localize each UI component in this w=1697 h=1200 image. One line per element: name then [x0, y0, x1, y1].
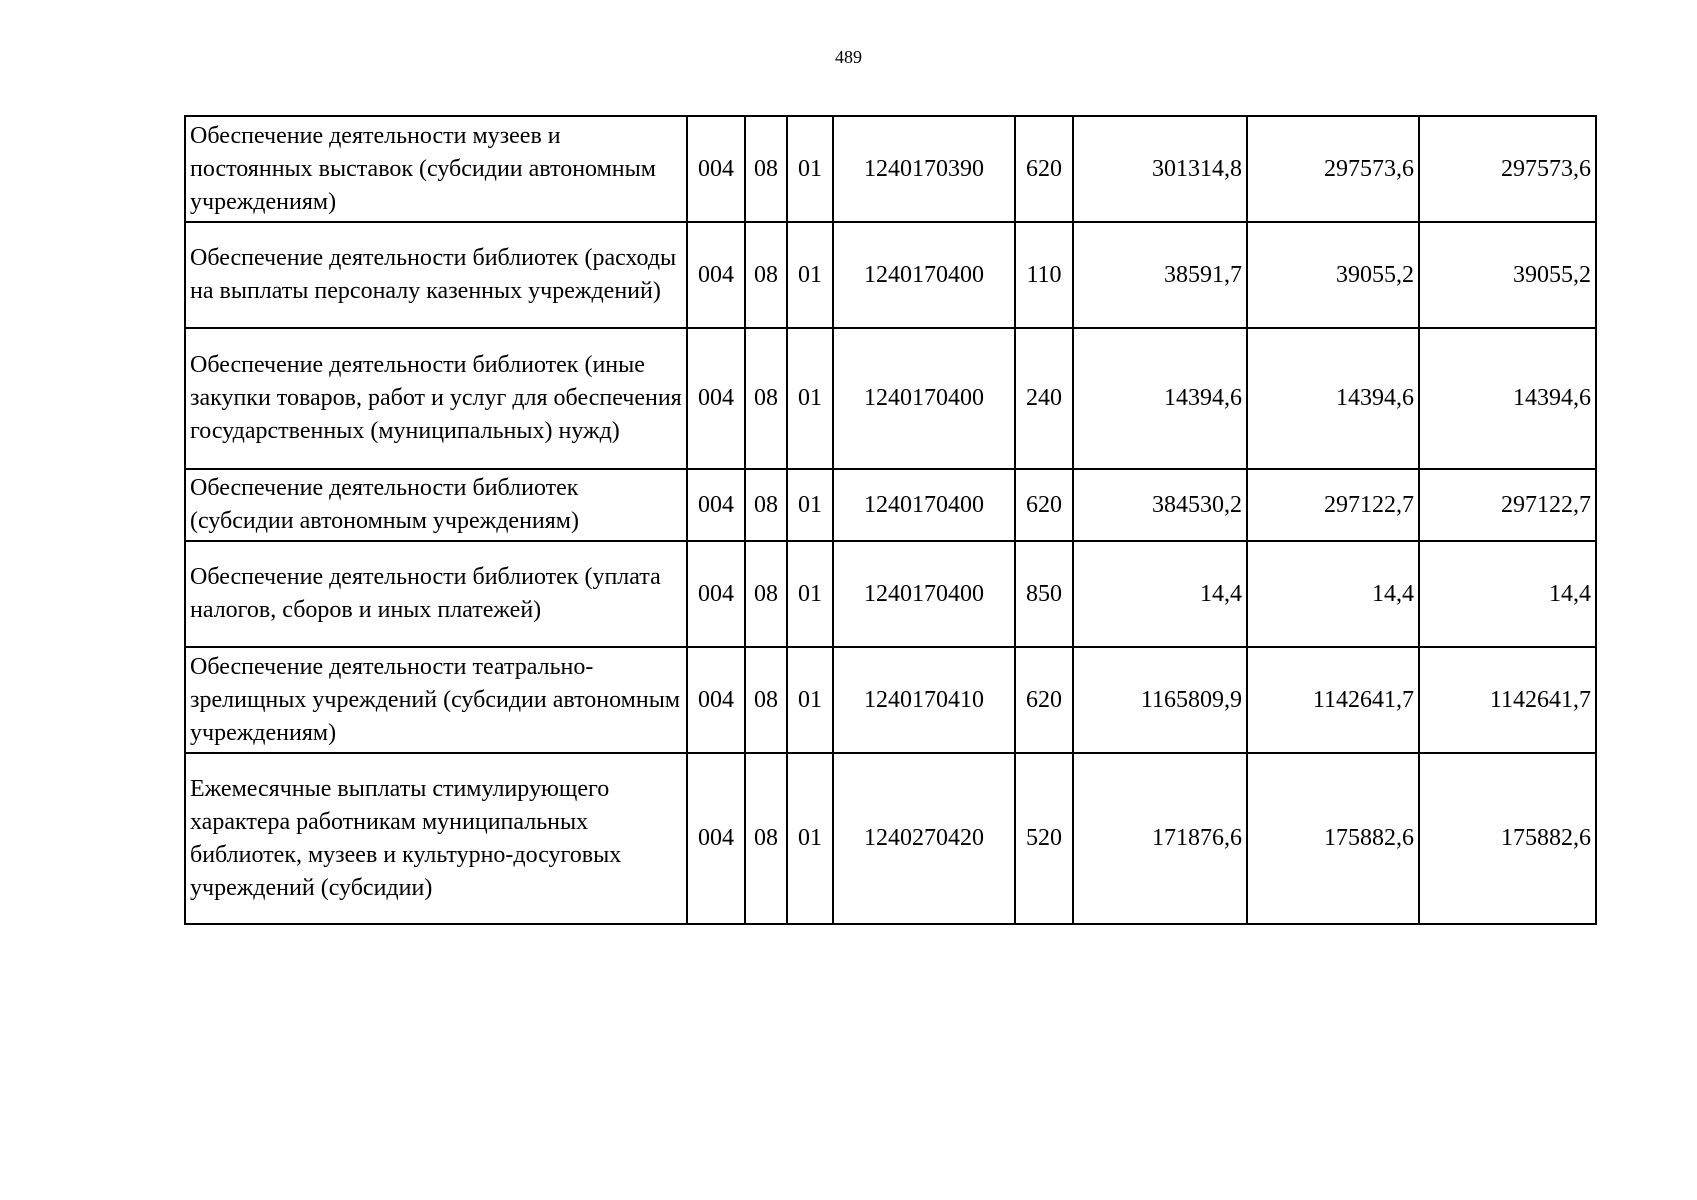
expense-type-code: 110	[1015, 222, 1073, 328]
amount-year-3: 39055,2	[1419, 222, 1596, 328]
row-description: Обеспечение деятельности музеев и постоянных выставок (субсидии автономным учреждениям)	[185, 116, 687, 222]
ministry-code: 004	[687, 541, 745, 647]
amount-year-2: 297122,7	[1247, 469, 1419, 541]
subsection-code: 01	[787, 328, 833, 469]
table-row	[185, 469, 1596, 541]
amount-year-3: 14,4	[1419, 541, 1596, 647]
ministry-code: 004	[687, 753, 745, 924]
row-description: Обеспечение деятельности библиотек (расходы на выплаты персоналу казенных учреждений)	[185, 222, 687, 328]
expense-type-code: 850	[1015, 541, 1073, 647]
amount-year-1: 1165809,9	[1073, 647, 1247, 753]
subsection-code: 01	[787, 116, 833, 222]
amount-year-1: 171876,6	[1073, 753, 1247, 924]
table-row	[185, 328, 1596, 469]
amount-year-2: 1142641,7	[1247, 647, 1419, 753]
budget-table	[184, 115, 1597, 925]
section-code: 08	[745, 328, 787, 469]
amount-year-3: 297122,7	[1419, 469, 1596, 541]
amount-year-1: 384530,2	[1073, 469, 1247, 541]
table-row	[185, 647, 1596, 753]
target-article-code: 1240170390	[833, 116, 1015, 222]
row-description: Обеспечение деятельности театрально-зрелищных учреждений (субсидии автономным учреждениям)	[185, 647, 687, 753]
amount-year-2: 39055,2	[1247, 222, 1419, 328]
target-article-code: 1240270420	[833, 753, 1015, 924]
section-code: 08	[745, 469, 787, 541]
ministry-code: 004	[687, 328, 745, 469]
target-article-code: 1240170410	[833, 647, 1015, 753]
target-article-code: 1240170400	[833, 541, 1015, 647]
table-row	[185, 116, 1596, 222]
amount-year-2: 297573,6	[1247, 116, 1419, 222]
page-number: 489	[835, 47, 862, 67]
target-article-code: 1240170400	[833, 328, 1015, 469]
subsection-code: 01	[787, 222, 833, 328]
ministry-code: 004	[687, 116, 745, 222]
row-description: Обеспечение деятельности библиотек (уплата налогов, сборов и иных платежей)	[185, 541, 687, 647]
section-code: 08	[745, 753, 787, 924]
ministry-code: 004	[687, 222, 745, 328]
amount-year-3: 1142641,7	[1419, 647, 1596, 753]
row-description: Ежемесячные выплаты стимулирующего характера работникам муниципальных библиотек, музеев и культурно-досуговых учреждений (субсидии)	[185, 753, 687, 924]
expense-type-code: 520	[1015, 753, 1073, 924]
amount-year-1: 14394,6	[1073, 328, 1247, 469]
amount-year-2: 14394,6	[1247, 328, 1419, 469]
amount-year-1: 301314,8	[1073, 116, 1247, 222]
row-description: Обеспечение деятельности библиотек (субсидии автономным учреждениям)	[185, 469, 687, 541]
ministry-code: 004	[687, 469, 745, 541]
subsection-code: 01	[787, 647, 833, 753]
amount-year-3: 14394,6	[1419, 328, 1596, 469]
expense-type-code: 620	[1015, 116, 1073, 222]
target-article-code: 1240170400	[833, 222, 1015, 328]
subsection-code: 01	[787, 753, 833, 924]
target-article-code: 1240170400	[833, 469, 1015, 541]
amount-year-3: 175882,6	[1419, 753, 1596, 924]
section-code: 08	[745, 116, 787, 222]
table-row	[185, 541, 1596, 647]
subsection-code: 01	[787, 469, 833, 541]
amount-year-2: 175882,6	[1247, 753, 1419, 924]
expense-type-code: 240	[1015, 328, 1073, 469]
expense-type-code: 620	[1015, 647, 1073, 753]
expense-type-code: 620	[1015, 469, 1073, 541]
section-code: 08	[745, 647, 787, 753]
subsection-code: 01	[787, 541, 833, 647]
section-code: 08	[745, 222, 787, 328]
amount-year-1: 38591,7	[1073, 222, 1247, 328]
amount-year-1: 14,4	[1073, 541, 1247, 647]
section-code: 08	[745, 541, 787, 647]
row-description: Обеспечение деятельности библиотек (иные закупки товаров, работ и услуг для обеспечения государственных (муниципальных) нужд)	[185, 328, 687, 469]
table-row	[185, 753, 1596, 924]
amount-year-3: 297573,6	[1419, 116, 1596, 222]
ministry-code: 004	[687, 647, 745, 753]
table-row	[185, 222, 1596, 328]
amount-year-2: 14,4	[1247, 541, 1419, 647]
